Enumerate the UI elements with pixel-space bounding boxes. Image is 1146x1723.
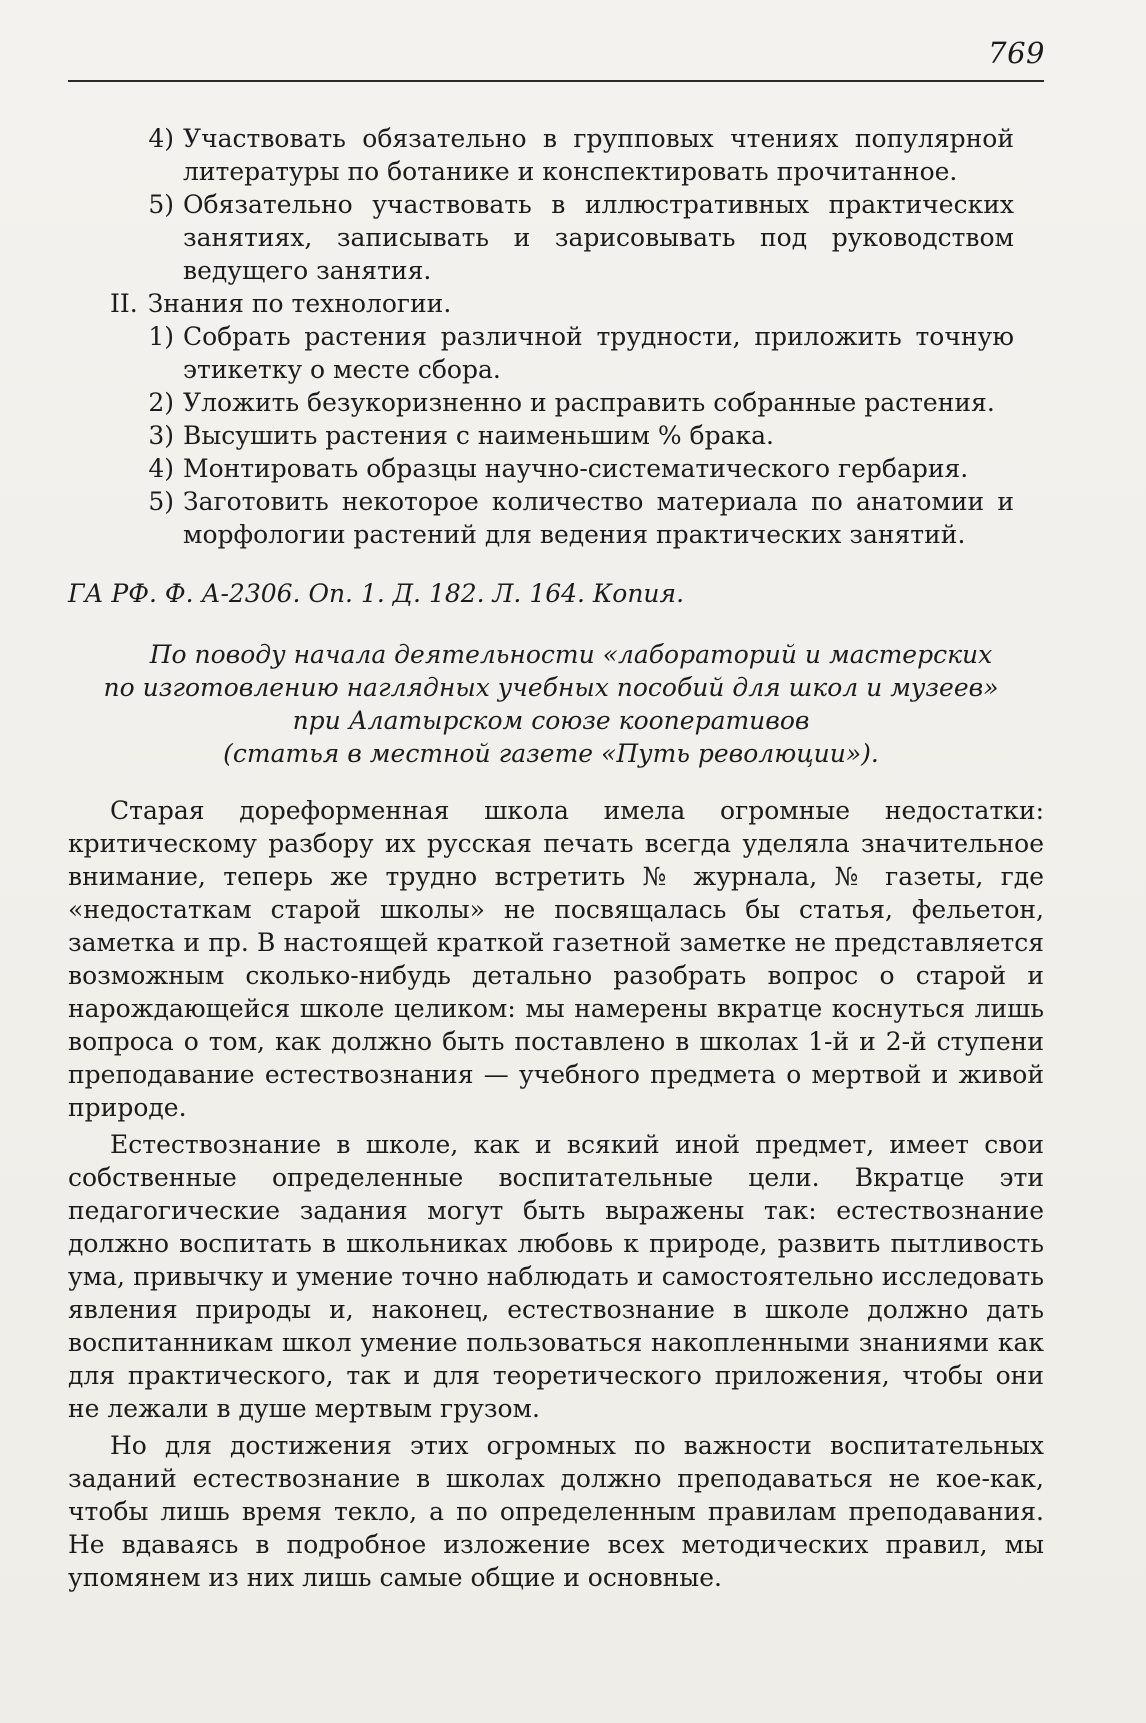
heading-line: по изготовлению наглядных учебных пособий для школ и музеев»	[103, 673, 999, 702]
heading-line: при Алатырском союзе кооперативов	[292, 706, 810, 735]
list-item-text: Обязательно участвовать в иллюстративных практических занятиях, записывать и зарисовывать под руководством ведущего занятия.	[183, 190, 1014, 285]
list-item	[68, 188, 1044, 287]
list-item-number: 5)	[148, 487, 174, 516]
paragraph: Но для достижения этих огромных по важности воспитательных заданий естествознание в школах должно преподаваться не кое-как, чтобы лишь время текло, а по определенным правилам преподавания. Не вдаваясь в подробное изложение всех методических правил, мы упомянем из них лишь самые общие и основные.	[68, 1431, 1044, 1592]
header-rule	[68, 80, 1044, 82]
page-content	[68, 122, 1044, 1596]
body-text	[68, 794, 1044, 1594]
heading-line: (статья в местной газете «Путь революции»).	[223, 739, 879, 768]
list-item	[68, 386, 1044, 419]
section-numeral: II.	[110, 289, 138, 318]
list-item-text: Собрать растения различной трудности, приложить точную этикетку о месте сбора.	[183, 322, 1014, 384]
list-item-text: Заготовить некоторое количество материала по анатомии и морфологии растений для ведения практических занятий.	[183, 487, 1014, 549]
list-item-number: 5)	[148, 190, 174, 219]
list-item-text: Уложить безукоризненно и расправить собранные растения.	[183, 388, 995, 417]
section-title-text: Знания по технологии.	[147, 289, 452, 318]
list-item-number: 3)	[148, 421, 174, 450]
document-heading	[68, 638, 1044, 770]
list-item-text: Монтировать образцы научно-систематического гербария.	[183, 454, 969, 483]
list-item	[68, 419, 1044, 452]
paragraph: Старая дореформенная школа имела огромные недостатки: критическому разбору их русская печать всегда уделяла значительное внимание, теперь же трудно встретить № журнала, № газеты, где «недостаткам старой школы» не посвящалась бы статья, фельетон, заметка и пр. В настоящей краткой газетной заметке не представляется возможным сколько-нибудь детально разобрать вопрос о старой и нарождающейся школе целиком: мы намерены вкратце коснуться лишь вопроса о том, как должно быть поставлено в школах 1-й и 2-й ступени преподавание естествознания — учебного предмета о мертвой и живой природе.	[68, 796, 1044, 1122]
list-item	[68, 452, 1044, 485]
page-number: 769	[988, 36, 1045, 70]
paragraph: Естествознание в школе, как и всякий иной предмет, имеет свои собственные определенные воспитательные цели. Вкратце эти педагогические задания могут быть выражены так: естествознание должно воспитать в школьниках любовь к природе, развить пытливость ума, привычку и умение точно наблюдать и самостоятельно исследовать явления природы и, наконец, естествознание в школе должно дать воспитанникам школ умение пользоваться накопленными знаниями как для практического, так и для теоретического приложения, чтобы они не лежали в душе мертвым грузом.	[68, 1130, 1044, 1423]
list-item-number: 4)	[148, 124, 174, 153]
list-item	[68, 485, 1044, 551]
list-item-number: 2)	[148, 388, 174, 417]
list-item-text: Участвовать обязательно в групповых чтениях популярной литературы по ботанике и конспектировать прочитанное.	[183, 124, 1014, 186]
heading-line: По поводу начала деятельности «лабораторий и мастерских	[149, 640, 993, 669]
list-item-number: 4)	[148, 454, 174, 483]
list-item-number: 1)	[148, 322, 174, 351]
section-title	[68, 287, 1044, 320]
list-item	[68, 320, 1044, 386]
archive-reference: ГА РФ. Ф. А-2306. Оп. 1. Д. 182. Л. 164. Копия.	[68, 579, 685, 608]
list-item	[68, 122, 1044, 188]
list-item-text: Высушить растения с наименьшим % брака.	[183, 421, 774, 450]
